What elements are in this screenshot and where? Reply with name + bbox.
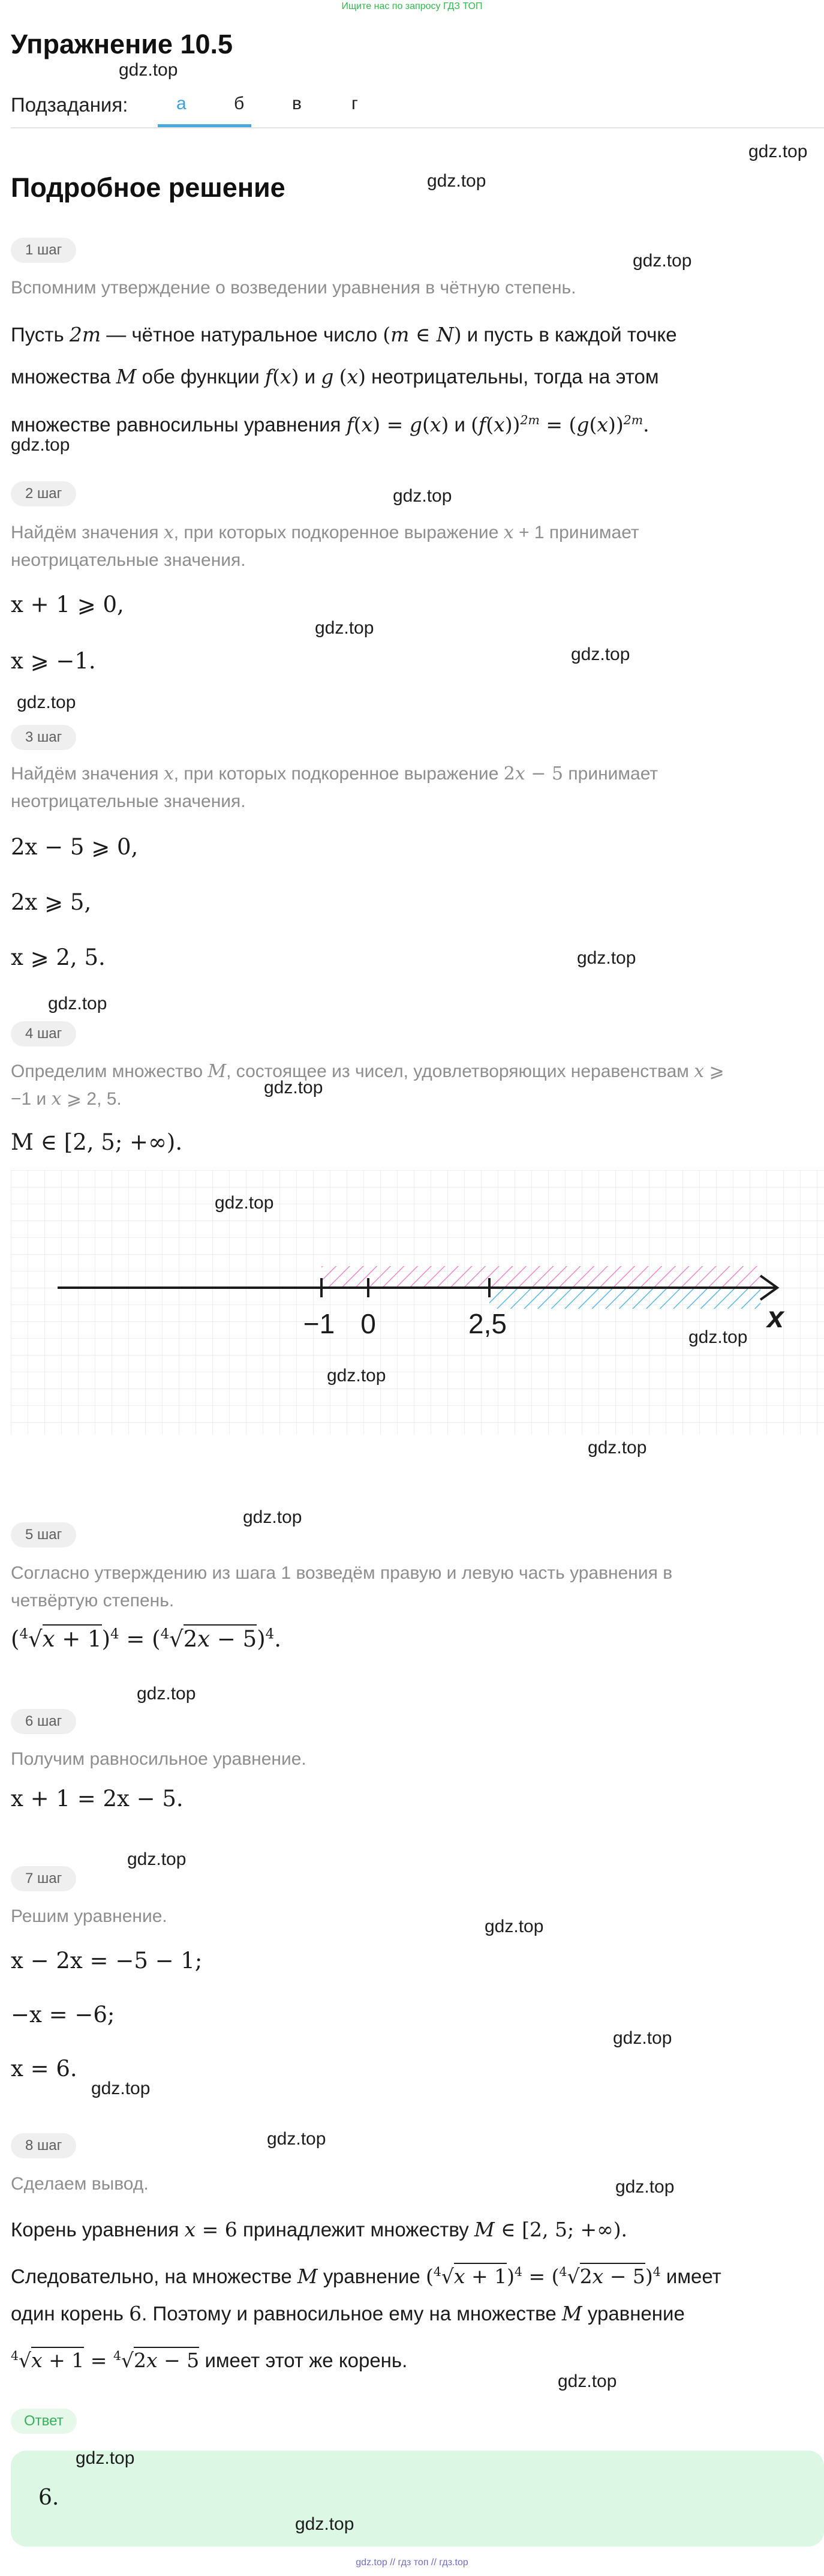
watermark: gdz.top <box>91 2079 151 2098</box>
math-line: 2x ⩾ 5, <box>11 889 92 915</box>
step-intro: Получим равносильное уравнение. <box>11 1749 306 1769</box>
watermark: gdz.top <box>327 1366 386 1386</box>
math-line: −x = −6; <box>11 2002 115 2028</box>
watermark: gdz.top <box>76 2448 135 2468</box>
watermark: gdz.top <box>137 1684 196 1704</box>
tab-a[interactable]: а <box>176 94 187 113</box>
watermark: gdz.top <box>264 1078 323 1097</box>
math-line: 2x − 5 ⩾ 0, <box>11 834 139 860</box>
watermark: gdz.top <box>615 2177 675 2197</box>
top-banner[interactable]: Ищите нас по запросу ГДЗ ТОП <box>341 1 483 11</box>
watermark: gdz.top <box>588 1438 647 1458</box>
math-line: x − 2x = −5 − 1; <box>11 1948 203 1974</box>
step-intro: Решим уравнение. <box>11 1906 167 1926</box>
math-line: x ⩾ −1. <box>11 648 96 674</box>
subtasks-label: Подзадания: <box>11 94 128 116</box>
answer-badge: Ответ <box>11 2409 77 2434</box>
watermark: gdz.top <box>17 692 76 712</box>
answer-value: 6. <box>38 2485 59 2510</box>
tab-v[interactable]: в <box>292 94 302 113</box>
tab-b[interactable]: б <box>234 94 245 113</box>
math-line: x + 1 ⩾ 0, <box>11 592 124 617</box>
watermark: gdz.top <box>633 251 692 271</box>
step-intro-cont: четвёртую степень. <box>11 1591 175 1611</box>
step-intro: Найдём значения x, при которых подкоренное выражение 2x − 5 принимает <box>11 763 658 784</box>
step1-line3: множестве равносильны уравнения f(x) = g(x) и $(f(x))^{2m} = (g(x))^{2m}$. <box>11 413 649 436</box>
step8-line1: Корень уравнения x = 6 принадлежит множеству M ∈ [2, 5; +∞). <box>11 2218 628 2241</box>
step-badge: 7 шаг <box>11 1866 76 1891</box>
watermark: gdz.top <box>215 1193 274 1213</box>
step-intro: Найдём значения x, при которых подкоренное выражение x + 1 принимает <box>11 522 639 543</box>
watermark: gdz.top <box>127 1849 187 1869</box>
watermark: gdz.top <box>267 2129 326 2149</box>
step8-line3: один корень 6. Поэтому и равносильное ему на множестве M уравнение <box>11 2302 685 2325</box>
step-intro: Определим множество M, состоящее из чисел, удовлетворяющих неравенствам x ⩾ <box>11 1061 724 1082</box>
step8-line2: Следовательно, на множестве M уравнение $(^4√x + 1)^4 = (^4√2x - 5)^4$ имеет <box>11 2250 721 2298</box>
watermark: gdz.top <box>613 2028 672 2048</box>
step1-line1: Пусть 2m — чётное натуральное число (m ∈ N) и пусть в каждой точке <box>11 323 677 346</box>
label-0: 0 <box>360 1308 376 1339</box>
step8-line4: $^4$√x + 1 = $^4$√2x − 5 имеет этот же корень. <box>11 2334 407 2382</box>
math-line-5: $(^4√x + 1)^4 = (^4√2x - 5)^4$. <box>11 1626 281 1652</box>
math-line: x ⩾ 2, 5. <box>11 944 106 970</box>
footer-links[interactable]: gdz.top // гдз топ // гдз.top <box>356 2557 468 2568</box>
solution-heading: Подробное решение <box>11 172 285 203</box>
range-x-ge-2-5 <box>489 1288 760 1309</box>
watermark: gdz.top <box>748 142 808 161</box>
watermark: gdz.top <box>315 618 374 638</box>
watermark: gdz.top <box>577 948 636 968</box>
step-intro-cont: неотрицательные значения. <box>11 791 246 811</box>
watermark: gdz.top <box>48 994 107 1013</box>
label-2-5: 2,5 <box>468 1308 507 1339</box>
step-badge: 8 шаг <box>11 2133 76 2158</box>
watermark: gdz.top <box>393 486 452 506</box>
watermark: gdz.top <box>485 1917 544 1936</box>
step-badge: 3 шаг <box>11 725 76 750</box>
watermark: gdz.top <box>243 1507 302 1527</box>
step-intro: Сделаем вывод. <box>11 2174 149 2194</box>
number-line-diagram <box>11 1170 824 1434</box>
math-line: M ∈ [2, 5; +∞). <box>11 1129 183 1155</box>
watermark: gdz.top <box>688 1327 748 1347</box>
range-x-ge-minus1 <box>321 1266 760 1286</box>
step-badge: 6 шаг <box>11 1709 76 1734</box>
step-intro: Вспомним утверждение о возведении уравнения в чётную степень. <box>11 278 576 298</box>
step-intro: Согласно утверждению из шага 1 возведём правую и левую часть уравнения в <box>11 1563 673 1583</box>
math-line: x + 1 = 2x − 5. <box>11 1786 184 1812</box>
tabs-divider <box>11 127 824 128</box>
watermark: gdz.top <box>119 60 178 80</box>
watermark: gdz.top <box>295 2514 354 2534</box>
axis-label-x: x <box>767 1300 784 1334</box>
tab-g[interactable]: г <box>351 94 358 113</box>
step-badge: 4 шаг <box>11 1021 76 1046</box>
step-badge: 5 шаг <box>11 1522 76 1548</box>
step-intro-cont: −1 и x ⩾ 2, 5. <box>11 1088 122 1109</box>
watermark: gdz.top <box>11 435 70 455</box>
step-badge: 2 шаг <box>11 481 76 506</box>
watermark: gdz.top <box>558 2371 617 2391</box>
step-badge: 1 шаг <box>11 238 76 263</box>
label-minus1: −1 <box>303 1308 335 1339</box>
watermark: gdz.top <box>571 644 630 664</box>
watermark: gdz.top <box>427 171 486 191</box>
page-title: Упражнение 10.5 <box>11 29 233 59</box>
step-intro-cont: неотрицательные значения. <box>11 550 246 570</box>
math-line: x = 6. <box>11 2056 77 2082</box>
step1-line2: множества M обе функции f(x) и g (x) неотрицательны, тогда на этом <box>11 365 659 388</box>
